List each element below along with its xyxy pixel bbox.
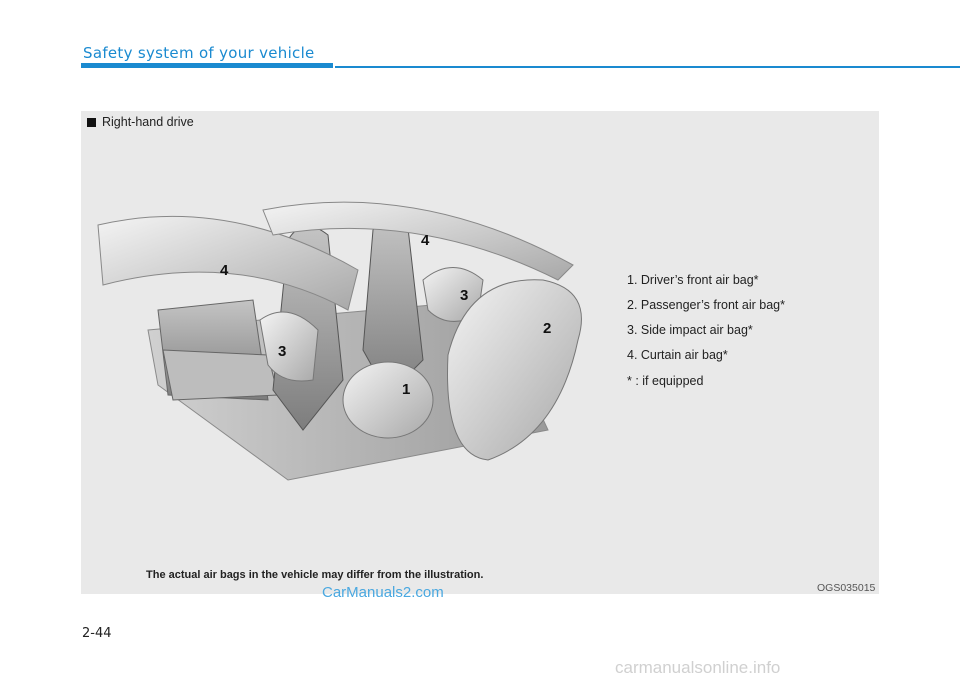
callout-4-left: 4 [220, 262, 229, 279]
section-title: Safety system of your vehicle [83, 44, 315, 62]
legend-list [627, 268, 785, 388]
callout-4-right: 4 [421, 232, 430, 249]
airbag-illustration [88, 180, 608, 502]
legend-item: 3. Side impact air bag* [627, 323, 753, 337]
legend-footnote: * : if equipped [627, 374, 704, 388]
callout-3-right: 3 [460, 287, 469, 304]
callout-1: 1 [402, 381, 411, 398]
watermark-link[interactable]: CarManuals2.com [322, 584, 444, 601]
drive-label [87, 115, 194, 129]
callout-3-left: 3 [278, 343, 287, 360]
legend-item: 4. Curtain air bag* [627, 348, 728, 362]
drive-label-text: Right-hand drive [102, 115, 194, 129]
driver-airbag [343, 362, 433, 438]
figure-code: OGS035015 [817, 582, 876, 594]
header-rule-thick [81, 63, 333, 68]
legend-item: 2. Passenger’s front air bag* [627, 298, 785, 312]
header-rule-thin [335, 66, 960, 68]
legend-item: 1. Driver’s front air bag* [627, 273, 759, 287]
square-bullet-icon [87, 118, 96, 127]
footer-watermark[interactable]: carmanualsonline.info [615, 658, 781, 677]
callout-2: 2 [543, 320, 552, 337]
figure-caption: The actual air bags in the vehicle may differ from the illustration. [146, 569, 484, 581]
page-number: 2-44 [82, 626, 112, 641]
